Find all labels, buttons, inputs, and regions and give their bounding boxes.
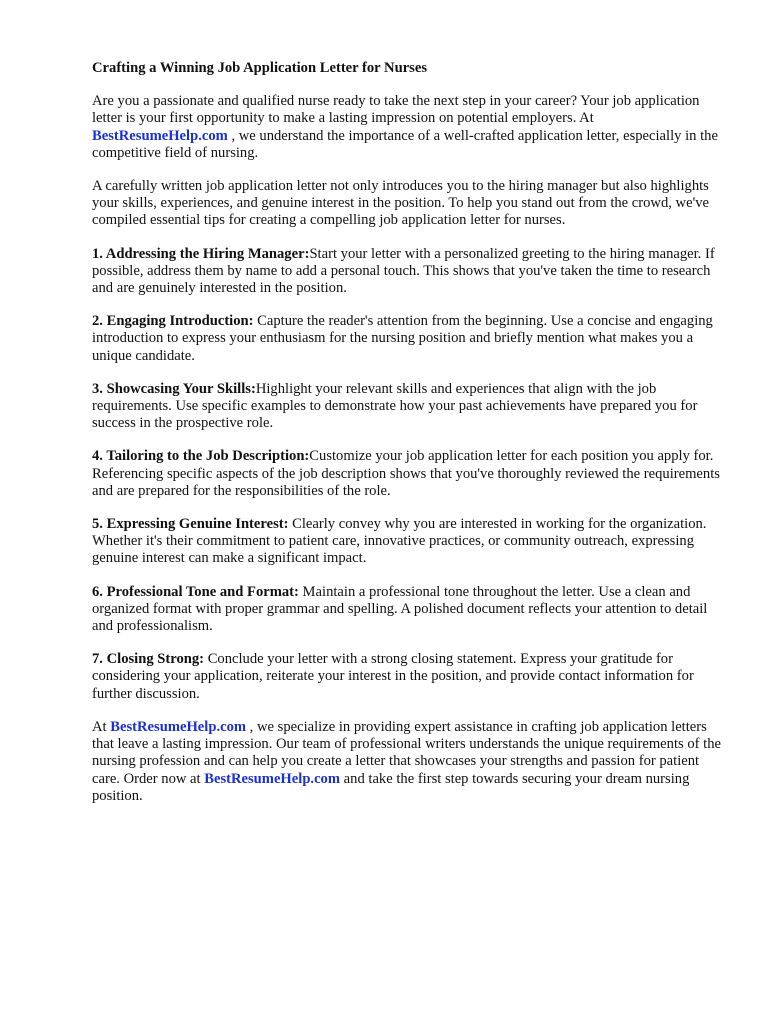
bestresumehelp-link-closing-2[interactable]: BestResumeHelp.com <box>204 770 341 787</box>
tip-heading-2: 2. Engaging Introduction: <box>92 313 254 330</box>
tip-paragraph-5 <box>92 516 722 568</box>
tip-body-3: Highlight your relevant skills and experiences that align with the job requirements. Use specific examples to demonstrate how your past achievements have prepared you for success in the prospective role. <box>92 380 698 432</box>
tip-paragraph-6 <box>92 584 722 636</box>
tip-heading-3: 3. Showcasing Your Skills: <box>92 380 256 397</box>
tip-body-2: Capture the reader's attention from the beginning. Use a concise and engaging introduction to express your enthusiasm for the nursing position and briefly mention what makes you a unique candidate. <box>92 313 713 364</box>
intro-paragraph <box>92 93 722 162</box>
closing-text-3: and take the first step towards securing your dream nursing position. <box>92 770 690 804</box>
bestresumehelp-link-closing-1[interactable]: BestResumeHelp.com <box>110 718 247 735</box>
tip-paragraph-2 <box>92 313 722 365</box>
tip-paragraph-3 <box>92 381 722 433</box>
document-title: Crafting a Winning Job Application Letter for Nurses <box>92 60 428 76</box>
closing-paragraph <box>92 719 722 805</box>
tip-heading-1: 1. Addressing the Hiring Manager: <box>92 245 310 262</box>
tip-heading-5: 5. Expressing Genuine Interest: <box>92 516 289 533</box>
intro-text-2: , we understand the importance of a well-crafted application letter, especially in the competitive field of nursing. <box>92 127 718 161</box>
tip-paragraph-1 <box>92 246 722 298</box>
tip-paragraph-4 <box>92 448 722 500</box>
tip-body-1: Start your letter with a personalized greeting to the hiring manager. If possible, address them by name to add a personal touch. This shows that you've taken the time to research and are genuinely interested in the position. <box>92 245 715 297</box>
bestresumehelp-link-intro[interactable]: BestResumeHelp.com <box>92 127 228 144</box>
tip-heading-4: 4. Tailoring to the Job Description: <box>92 448 310 465</box>
closing-text-2: , we specialize in providing expert assistance in crafting job application letters that leave a lasting impression. Our team of professional writers understands the unique requirements of the nursing profession and can help you create a letter that showcases your strengths and passion for patient care. Order now at <box>92 718 721 787</box>
document-page <box>92 60 722 821</box>
tip-paragraph-7 <box>92 651 722 703</box>
tip-body-4: Customize your job application letter for each position you apply for. Referencing specific aspects of the job description shows that you've thoroughly reviewed the requirements and are prepared for the responsibilities of the role. <box>92 448 720 499</box>
tip-body-7: Conclude your letter with a strong closing statement. Express your gratitude for considering your application, reiterate your interest in the position, and provide contact information for further discussion. <box>92 651 694 702</box>
overview-paragraph: A carefully written job application letter not only introduces you to the hiring manager but also highlights your skills, experiences, and genuine interest in the position. To help you stand out from the crowd, we've compiled essential tips for creating a compelling job application letter for nurses. <box>92 178 709 229</box>
tip-body-6: Maintain a professional tone throughout the letter. Use a clean and organized format with proper grammar and spelling. A polished document reflects your attention to detail and professionalism. <box>92 583 708 635</box>
closing-text-1: At <box>92 718 111 735</box>
tip-body-5: Clearly convey why you are interested in working for the organization. Whether it's their commitment to patient care, innovative practices, or community outreach, expressing genuine interest can make a significant impact. <box>92 516 707 567</box>
intro-text-1: Are you a passionate and qualified nurse ready to take the next step in your career? Your job application letter is your first opportunity to make a lasting impression on potential employers. At <box>92 93 700 127</box>
tip-heading-6: 6. Professional Tone and Format: <box>92 583 299 600</box>
tip-heading-7: 7. Closing Strong: <box>92 651 205 668</box>
